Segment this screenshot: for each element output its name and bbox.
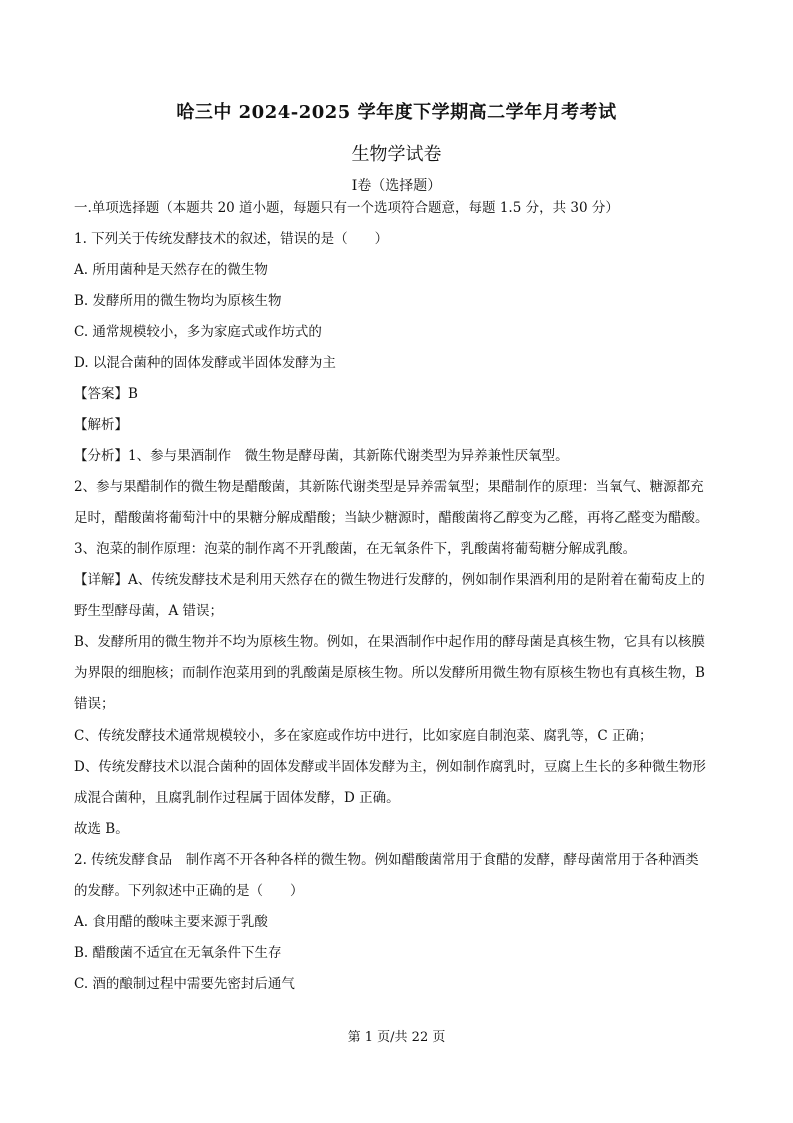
section-heading: 一.单项选择题（本题共 20 道小题，每题只有一个选项符合题意，每题 1.5 分，共 30 分） xyxy=(74,200,619,216)
q1-option-c: C. 通常规模较小，多为家庭式或作坊式的 xyxy=(74,324,322,340)
page-footer: 第 1 页/共 22 页 xyxy=(347,1030,446,1045)
q2-option-c: C. 酒的酿制过程中需要先密封后通气 xyxy=(74,976,295,992)
q1-explanation-label: 【解析】 xyxy=(74,417,128,433)
q1-detail-d2: 成混合菌种，且腐乳制作过程属于固体发酵，D 正确。 xyxy=(74,790,400,806)
q2-option-b: B. 醋酸菌不适宜在无氧条件下生存 xyxy=(74,945,282,961)
page-title: 哈三中 2024-2025 学年度下学期高二学年月考考试 xyxy=(176,102,617,123)
q1-analysis-2b: 足时，醋酸菌将葡萄汁中的果糖分解成醋酸；当缺少糖源时，醋酸菌将乙醇变为乙醛，再将乙醛变为醋酸。 xyxy=(74,510,709,526)
q1-detail-b3: 错误； xyxy=(74,696,115,712)
q1-detail-c: C、传统发酵技术通常规模较小，多在家庭或作坊中进行，比如家庭自制泡菜、腐乳等，C 正确； xyxy=(74,728,653,744)
q1-analysis-3: 3、泡菜的制作原理：泡菜的制作离不开乳酸菌，在无氧条件下，乳酸菌将葡萄糖分解成乳酸。 xyxy=(74,541,637,557)
q1-detail-d1: D、传统发酵技术以混合菌种的固体发酵或半固体发酵为主，例如制作腐乳时，豆腐上生长的多种微生物形 xyxy=(74,759,706,775)
volume-heading: I卷（选择题） xyxy=(351,178,442,194)
question-2-stem-1: 2. 传统发酵食品 制作离不开各种各样的微生物。例如醋酸菌常用于食醋的发酵，酵母菌常用于各种酒类 xyxy=(74,852,699,868)
q1-analysis-2a: 2、参与果醋制作的微生物是醋酸菌，其新陈代谢类型是异养需氧型；果醋制作的原理：当氧气、糖源都充 xyxy=(74,479,704,495)
q1-detail-b1: B、发酵所用的微生物并不均为原核生物。例如，在果酒制作中起作用的酵母菌是真核生物，它具有以核膜 xyxy=(74,634,705,650)
question-1-stem: 1. 下列关于传统发酵技术的叙述，错误的是（ ） xyxy=(74,231,389,247)
question-2-stem-2: 的发酵。下列叙述中正确的是（ ） xyxy=(74,883,304,899)
q1-option-a: A. 所用菌种是天然存在的微生物 xyxy=(74,262,268,278)
q1-answer: 【答案】B xyxy=(74,386,138,402)
q1-detail-b2: 为界限的细胞核；而制作泡菜用到的乳酸菌是原核生物。所以发酵所用微生物有原核生物也有真核生物，B xyxy=(74,665,705,681)
page-subtitle: 生物学试卷 xyxy=(351,144,442,165)
q1-conclusion: 故选 B。 xyxy=(74,821,129,837)
q1-option-b: B. 发酵所用的微生物均为原核生物 xyxy=(74,293,282,309)
q1-detail-a2: 野生型酵母菌，A 错误； xyxy=(74,603,224,619)
q2-option-a: A. 食用醋的酸味主要来源于乳酸 xyxy=(74,914,268,930)
q1-analysis-1: 【分析】1、参与果酒制作 微生物是酵母菌，其新陈代谢类型为异养兼性厌氧型。 xyxy=(74,448,569,464)
q1-detail-a1: 【详解】A、传统发酵技术是利用天然存在的微生物进行发酵的，例如制作果酒利用的是附着在葡萄皮上的 xyxy=(74,572,705,588)
q1-option-d: D. 以混合菌种的固体发酵或半固体发酵为主 xyxy=(74,355,336,371)
